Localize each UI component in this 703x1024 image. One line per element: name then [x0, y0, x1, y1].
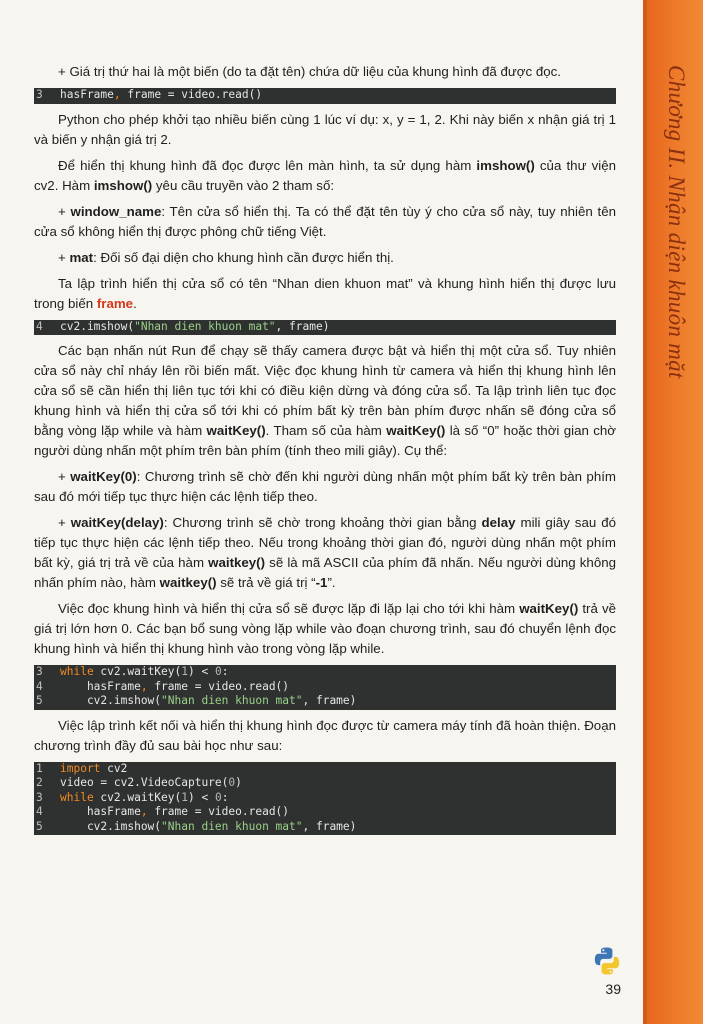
code-text: video = cv2.VideoCapture(0) [60, 776, 242, 789]
code-block-4 [34, 762, 616, 836]
code-line [34, 820, 616, 835]
line-number: 3 [36, 665, 43, 678]
code-text: cv2.imshow("Nhan dien khuon mat", frame) [60, 319, 330, 333]
line-number: 4 [36, 679, 43, 693]
code-text: hasFrame, frame = video.read() [60, 805, 290, 818]
line-number: 3 [36, 790, 43, 804]
code-line [34, 805, 616, 820]
code-block-1 [34, 88, 616, 104]
code-line [34, 762, 616, 777]
paragraph-1: + Giá trị thứ hai là một biến (do ta đặt tên) chứa dữ liệu của khung hình đã được đọc. [58, 64, 561, 79]
code-line [34, 694, 616, 709]
page-content [34, 62, 616, 841]
band-edge [643, 0, 647, 1024]
code-text: while cv2.waitKey(1) < 0: [60, 665, 229, 678]
param-mat: + mat: Đối số đại diện cho khung hình cần được hiển thị. [58, 249, 394, 265]
chapter-title: Chương II. Nhận diện khuôn mặt [664, 65, 689, 379]
line-number: 2 [36, 776, 43, 789]
paragraph-10: Việc đọc khung hình và hiển thị cửa sổ sẽ được lặp đi lặp lại cho tới khi hàm waitKey() trả về giá trị lớn hơn 0. Các bạn bổ sung vòng lặp while vào đoạn chương trình, sau đó chuyển lệnh đọc khung hình và hiển thị khung hình vào trong vòng lặp while. [34, 601, 616, 656]
bullet-waitkey-delay: + waitKey(delay): Chương trình sẽ chờ trong khoảng thời gian bằng delay mili giây sau đó tiếp tục thực hiện các lệnh tiếp theo. Nếu trong khoảng thời gian đó, người dùng nhấn một phím bất kỳ, giá trị trả về của hàm waitkey() sẽ là mã ASCII của phím đã nhấn. Nếu người dùng không nhấn phím nào, hàm waitkey() sẽ trả về giá trị “-1”. [34, 515, 616, 590]
code-line [34, 320, 616, 335]
code-block-3 [34, 665, 616, 710]
line-number: 5 [36, 819, 43, 833]
code-block-2 [34, 320, 616, 336]
line-number: 3 [36, 88, 43, 101]
page-number: 39 [605, 981, 621, 997]
code-line [34, 680, 616, 695]
code-text: cv2.imshow("Nhan dien khuon mat", frame) [60, 694, 357, 707]
code-line [34, 88, 616, 103]
param-window-name: + window_name: Tên cửa sổ hiển thị. Ta có thể đặt tên tùy ý cho cửa sổ này, tuy nhiên tên cửa sổ không hiển thị được phông chữ tiếng Việt. [34, 203, 616, 239]
line-number: 1 [36, 761, 43, 775]
code-line [34, 791, 616, 806]
chapter-side-band [643, 0, 703, 1024]
code-text: import cv2 [60, 761, 128, 775]
code-text: cv2.imshow("Nhan dien khuon mat", frame) [60, 819, 357, 833]
code-text: while cv2.waitKey(1) < 0: [60, 790, 229, 804]
python-logo-icon [592, 946, 622, 976]
code-line [34, 665, 616, 680]
code-text: hasFrame, frame = video.read() [60, 679, 290, 693]
code-line [34, 776, 616, 791]
line-number: 4 [36, 805, 43, 818]
code-text: hasFrame, frame = video.read() [60, 88, 263, 101]
line-number: 5 [36, 694, 43, 707]
paragraph-2: Python cho phép khởi tạo nhiều biến cùng 1 lúc ví dụ: x, y = 1, 2. Khi này biến x nhận giá trị 1 và biến y nhận giá trị 2. [34, 111, 616, 147]
paragraph-11: Việc lập trình kết nối và hiển thị khung hình đọc được từ camera máy tính đã hoàn thiện. Đoạn chương trình đầy đủ sau bài học như sau: [34, 717, 616, 753]
paragraph-7: Các bạn nhấn nút Run để chạy sẽ thấy camera được bật và hiển thị một cửa sổ. Tuy nhiên cửa sổ này chỉ nháy lên rồi biến mất. Việc đọc khung hình từ camera và hiển thị khung hình lên cửa sổ sẽ cần hiển thị liên tục tới khi có điều kiện dừng và đóng cửa sổ. Ta lập trình liên tục đọc khung hình và hiển thị cửa sổ tới khi có phím bất kỳ trên bàn phím được nhấn sẽ đóng cửa sổ bằng vòng lặp while và hàm waitKey(). Tham số của hàm waitKey() là số “0” hoặc thời gian chờ người dùng nhấn một phím trên bàn phím (tính theo mili giây). Cụ thể: [34, 343, 616, 458]
paragraph-6: Ta lập trình hiển thị cửa sổ có tên “Nhan dien khuon mat” và khung hình hiển thị được lưu trong biến frame. [34, 275, 616, 311]
bullet-waitkey-0: + waitKey(0): Chương trình sẽ chờ đến khi người dùng nhấn một phím bất kỳ trên bàn phím sau đó mới tiếp tục thực hiện các lệnh tiếp theo. [34, 469, 616, 504]
line-number: 4 [36, 319, 43, 333]
paragraph-3: Để hiển thị khung hình đã đọc được lên màn hình, ta sử dụng hàm imshow() của thư viện cv2. Hàm imshow() yêu cầu truyền vào 2 tham số: [34, 157, 616, 193]
